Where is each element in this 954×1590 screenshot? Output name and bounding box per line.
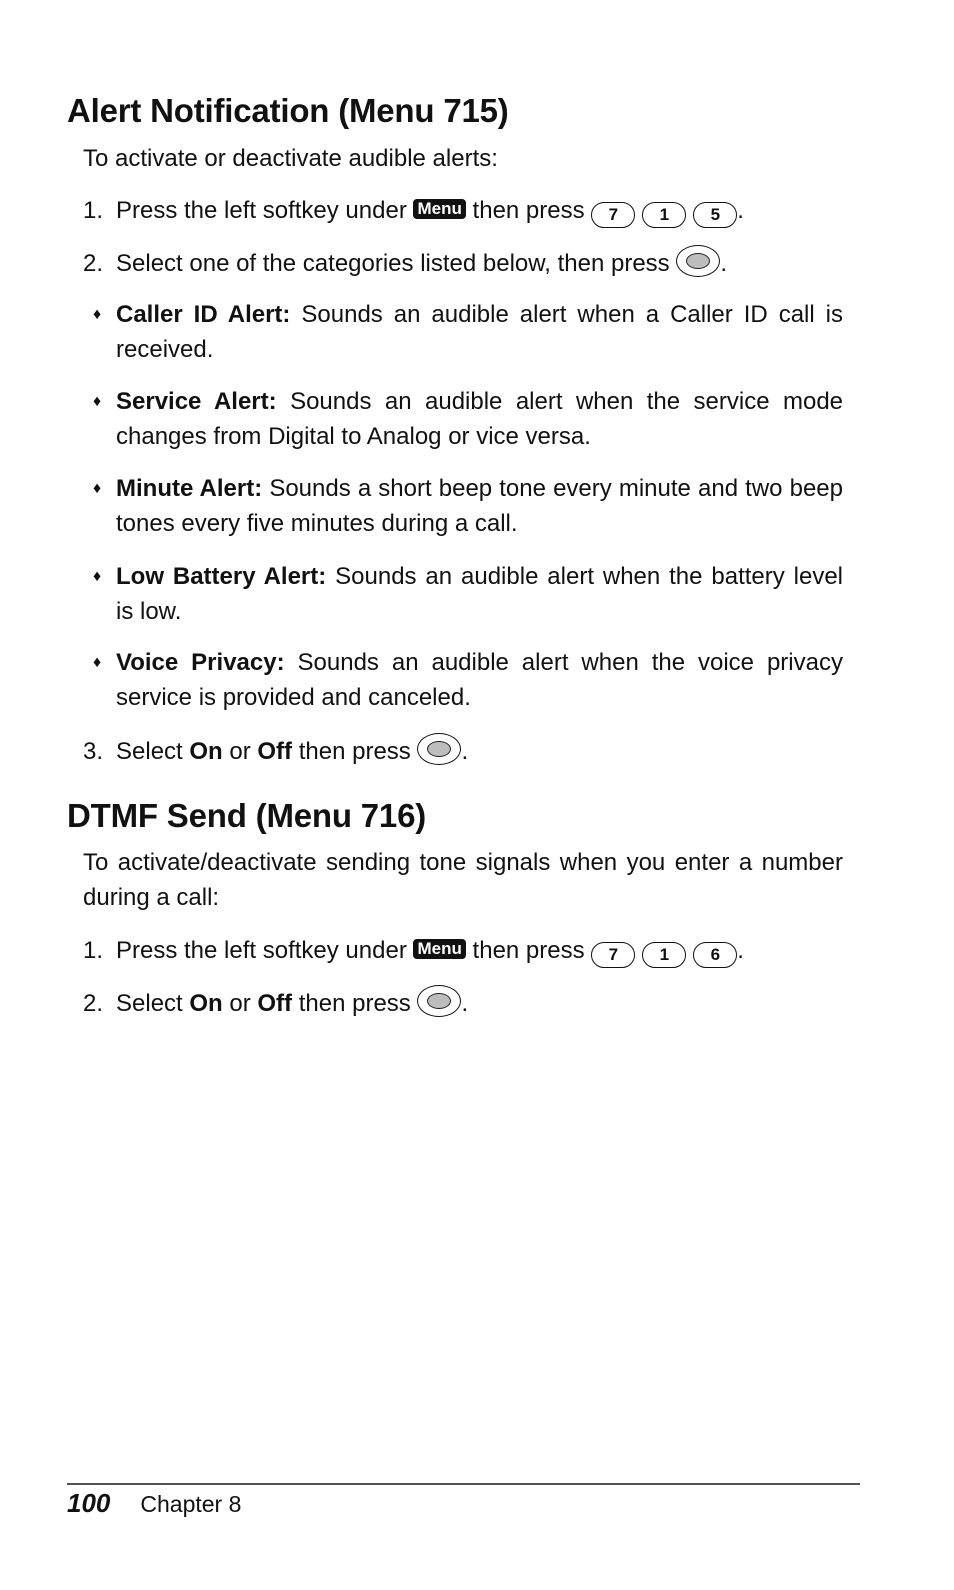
bullet-minute-alert: [93, 471, 843, 541]
step-text: Select: [116, 738, 183, 765]
diamond-bullet-icon: ♦: [93, 568, 102, 585]
section-title-alert-notification: Alert Notification (Menu 715): [67, 92, 509, 129]
ok-key-icon: [676, 245, 720, 277]
menu-softkey-icon: Menu: [413, 939, 465, 959]
step-text: then press: [472, 197, 585, 224]
step-text: Select: [116, 990, 183, 1017]
bullet-term: Voice Privacy:: [116, 649, 285, 676]
step-text: Press the left softkey under: [116, 197, 407, 224]
step-1-alert: [83, 193, 843, 228]
step-text: then press: [298, 738, 411, 765]
diamond-bullet-icon: ♦: [93, 654, 102, 671]
step-number: 3.: [83, 738, 104, 765]
section-intro-alert-notification: To activate or deactivate audible alerts:: [83, 145, 498, 172]
step-number: 2.: [83, 990, 104, 1017]
number-key-icon: 1: [642, 202, 686, 228]
bullet-caller-id-alert: [93, 297, 843, 367]
step-1-dtmf: [83, 933, 843, 968]
bullet-low-battery-alert: [93, 559, 843, 629]
bullet-desc: Sounds an audible alert when a Caller ID call is received.: [116, 301, 843, 363]
section-intro-dtmf-send: To activate/deactivate sending tone signals when you enter a number during a call:: [83, 849, 843, 911]
option-off: Off: [257, 738, 293, 765]
option-on: On: [189, 990, 223, 1017]
step-end: .: [461, 738, 469, 765]
footer-divider: [67, 1483, 860, 1485]
bullet-desc: Sounds an audible alert when the battery level is low.: [116, 563, 843, 625]
step-text: Select one of the categories listed below, then press: [116, 250, 670, 277]
step-end: .: [737, 937, 744, 964]
diamond-bullet-icon: ♦: [93, 393, 102, 410]
step-3-alert: [83, 733, 843, 769]
step-end: .: [720, 250, 728, 277]
page-footer: [67, 1487, 241, 1520]
bullet-term: Caller ID Alert:: [116, 301, 291, 328]
number-key-icon: 1: [642, 942, 686, 968]
chapter-label: Chapter 8: [140, 1491, 242, 1517]
step-text: Press the left softkey under: [116, 937, 407, 964]
step-2-alert: [83, 245, 843, 281]
ok-key-icon: [417, 733, 461, 765]
step-number: 2.: [83, 250, 104, 277]
bullet-voice-privacy: [93, 645, 843, 715]
bullet-desc: Sounds a short beep tone every minute and two beep tones every five minutes during a call.: [116, 475, 843, 537]
section-title-dtmf-send: DTMF Send (Menu 716): [67, 797, 427, 834]
step-text: or: [229, 990, 251, 1017]
bullet-service-alert: [93, 384, 843, 454]
step-2-dtmf: [83, 985, 843, 1021]
option-off: Off: [257, 990, 293, 1017]
ok-key-icon: [417, 985, 461, 1017]
step-number: 1.: [83, 197, 104, 224]
bullet-desc: Sounds an audible alert when the voice privacy service is provided and canceled.: [116, 649, 843, 711]
option-on: On: [189, 738, 223, 765]
step-text: or: [229, 738, 251, 765]
bullet-term: Service Alert:: [116, 388, 277, 415]
bullet-term: Minute Alert:: [116, 475, 263, 502]
diamond-bullet-icon: ♦: [93, 306, 102, 323]
number-key-icon: 6: [693, 942, 737, 968]
number-key-icon: 7: [591, 942, 635, 968]
menu-softkey-icon: Menu: [413, 199, 465, 219]
step-end: .: [737, 197, 744, 224]
step-end: .: [461, 990, 469, 1017]
step-text: then press: [472, 937, 585, 964]
number-key-icon: 7: [591, 202, 635, 228]
diamond-bullet-icon: ♦: [93, 480, 102, 497]
bullet-desc: Sounds an audible alert when the service mode changes from Digital to Analog or vice versa.: [116, 388, 844, 450]
bullet-term: Low Battery Alert:: [116, 563, 327, 590]
number-key-icon: 5: [693, 202, 737, 228]
step-text: then press: [298, 990, 411, 1017]
page-number: 100: [67, 1488, 111, 1518]
step-number: 1.: [83, 937, 104, 964]
